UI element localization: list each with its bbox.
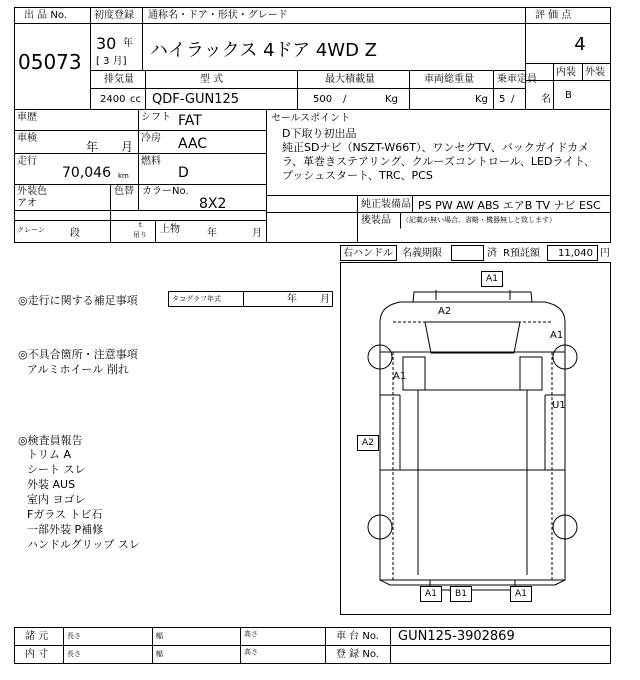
inspector-item: 一部外装 P補修 <box>27 523 104 536</box>
mileage-label: 走行 <box>17 156 37 167</box>
reg-month: [ 3 月] <box>96 56 127 67</box>
inspector-item: Fガラス トビ石 <box>27 508 103 521</box>
sales-points-label: セールスポイント <box>271 113 351 124</box>
fuel-value: D <box>178 165 189 181</box>
inner-width-label: 幅 <box>156 650 163 658</box>
max-load-value: 500 <box>313 94 333 105</box>
first-reg-label: 初度登録 <box>94 10 134 21</box>
reg-no-label: 登 録 No. <box>336 649 379 660</box>
mark-right-side: U1 <box>552 400 566 411</box>
inspector-item: シート スレ <box>27 463 86 476</box>
inner-length-label: 長さ <box>67 650 81 658</box>
ac-value: AAC <box>178 136 208 152</box>
mark-left-front: A1 <box>393 371 407 382</box>
crane-ton-unit: t <box>139 221 142 229</box>
equipment-items: PS PW AW ABS エアB TV ナビ ESC <box>418 199 601 212</box>
right-hand-drive: 右ハンドル <box>343 248 393 259</box>
tacho-month-unit: 月 <box>320 294 330 305</box>
capacity-slash: / <box>511 94 515 105</box>
driving-notes-label: ◎走行に関する補足事項 <box>18 294 138 307</box>
capacity-unit: 名 <box>541 94 551 105</box>
max-load-slash: / <box>343 94 347 105</box>
recycle-done-label: 済 <box>487 248 497 259</box>
car-name: ハイラックス 4ドア 4WD Z <box>150 40 377 61</box>
tacho-label: タコグラフ年式 <box>172 295 221 303</box>
displacement-unit: cc <box>130 94 141 105</box>
inspector-item: 外装 AUS <box>27 478 76 491</box>
chassis-label: 車 台 No. <box>336 631 379 642</box>
car-diagram <box>368 290 577 590</box>
lot-label: 出 品 No. <box>24 10 67 21</box>
mileage-value: 70,046 <box>62 165 111 181</box>
gross-weight-label: 車両総重量 <box>424 74 474 85</box>
width-label: 幅 <box>156 632 163 640</box>
recycle-fee-unit: 円 <box>600 248 610 259</box>
inspector-label: ◎検査員報告 <box>18 434 83 447</box>
deck-label: 上物 <box>160 224 180 235</box>
max-load-unit: Kg <box>385 94 398 105</box>
shift-label: シフト <box>141 112 171 123</box>
model-label: 型 式 <box>200 74 224 85</box>
gross-weight-unit: Kg <box>475 94 488 105</box>
mark-left-side: A2 <box>357 435 379 451</box>
mileage-unit: km <box>118 172 129 180</box>
inspector-list <box>27 447 140 552</box>
history-label: 車歴 <box>17 112 37 123</box>
aftermarket-note: （記載が無い場合、省略・機器無しと致します） <box>402 216 556 224</box>
inspector-item: トリム A <box>27 448 72 461</box>
mark-front-right: A1 <box>550 330 564 341</box>
score-value: 4 <box>574 34 586 55</box>
inspection-month-unit: 月 <box>121 140 134 154</box>
color-change-label: 色替 <box>114 186 134 197</box>
ext-color-label: 外装色 <box>17 186 47 197</box>
inspection-year-unit: 年 <box>86 140 99 154</box>
sales-points-text: D下取り初出品 純正SDナビ（NSZT-W66T）、ワンセグTV、バックガイドカメラ、革巻きステアリング、クルーズコントロール、LEDライト、プッシュスタート、TRC、PCS <box>282 127 596 182</box>
recycle-fee-value: 11,040 <box>558 248 593 259</box>
aftermarket-label: 後装品 <box>361 215 391 226</box>
lot-number: 05073 <box>18 50 82 74</box>
car-name-label: 通称名・ドア・形状・グレード <box>148 10 288 21</box>
displacement-value: 2400 <box>100 94 126 105</box>
displacement-label: 排気量 <box>104 74 134 85</box>
deck-month-unit: 月 <box>252 228 262 239</box>
specs-footer-label: 諸 元 <box>25 631 49 642</box>
height-label: 高さ <box>244 630 258 638</box>
defects-list <box>27 362 129 377</box>
inspector-item: 室内 ヨゴレ <box>27 493 86 506</box>
inspector-item: ハンドルグリップ スレ <box>27 538 140 551</box>
capacity-label: 乗車定員 <box>497 74 537 85</box>
crane-lift-unit: 吊り <box>133 231 147 239</box>
color-no-value: 8X2 <box>199 196 227 212</box>
model-value: QDF-GUN125 <box>152 92 240 107</box>
ext-color-value: アオ <box>17 198 37 209</box>
interior-label: 内装 <box>556 67 576 78</box>
crane-label: クレーン <box>17 226 45 234</box>
length-label: 長さ <box>67 632 81 640</box>
interior-grade: B <box>565 90 572 101</box>
capacity-value: 5 <box>499 94 506 105</box>
reg-year-unit: 年 <box>123 38 133 49</box>
deck-year-unit: 年 <box>207 228 217 239</box>
ac-label: 冷房 <box>141 133 161 144</box>
shift-value: FAT <box>178 113 202 129</box>
recycle-fee-label: R預託額 <box>503 248 540 259</box>
defects-label: ◎不具合箇所・注意事項 <box>18 348 138 361</box>
inner-height-label: 高さ <box>244 648 258 656</box>
chassis-value: GUN125-3902869 <box>398 629 515 644</box>
crane-step-unit: 段 <box>70 228 80 239</box>
equipment-label: 純正装備品 <box>361 199 411 210</box>
mark-windshield: A2 <box>438 306 452 317</box>
mark-rear-right: A1 <box>510 586 532 602</box>
dims-label: 内 寸 <box>25 649 49 660</box>
max-load-label: 最大積載量 <box>325 74 375 85</box>
fuel-label: 燃料 <box>141 156 161 167</box>
mark-rear-center: B1 <box>450 586 472 602</box>
color-no-label: カラーNo. <box>142 186 189 197</box>
inspection-label: 車検 <box>17 133 37 144</box>
mark-top: A1 <box>481 271 503 287</box>
tacho-year-unit: 年 <box>287 294 297 305</box>
reg-year: 30 <box>96 34 117 53</box>
score-label: 評 価 点 <box>535 10 572 21</box>
exterior-label: 外装 <box>585 67 605 78</box>
name-change-label: 名義期限 <box>402 248 442 259</box>
mark-rear-left: A1 <box>420 586 442 602</box>
defect-item: アルミホイール 削れ <box>27 363 129 376</box>
